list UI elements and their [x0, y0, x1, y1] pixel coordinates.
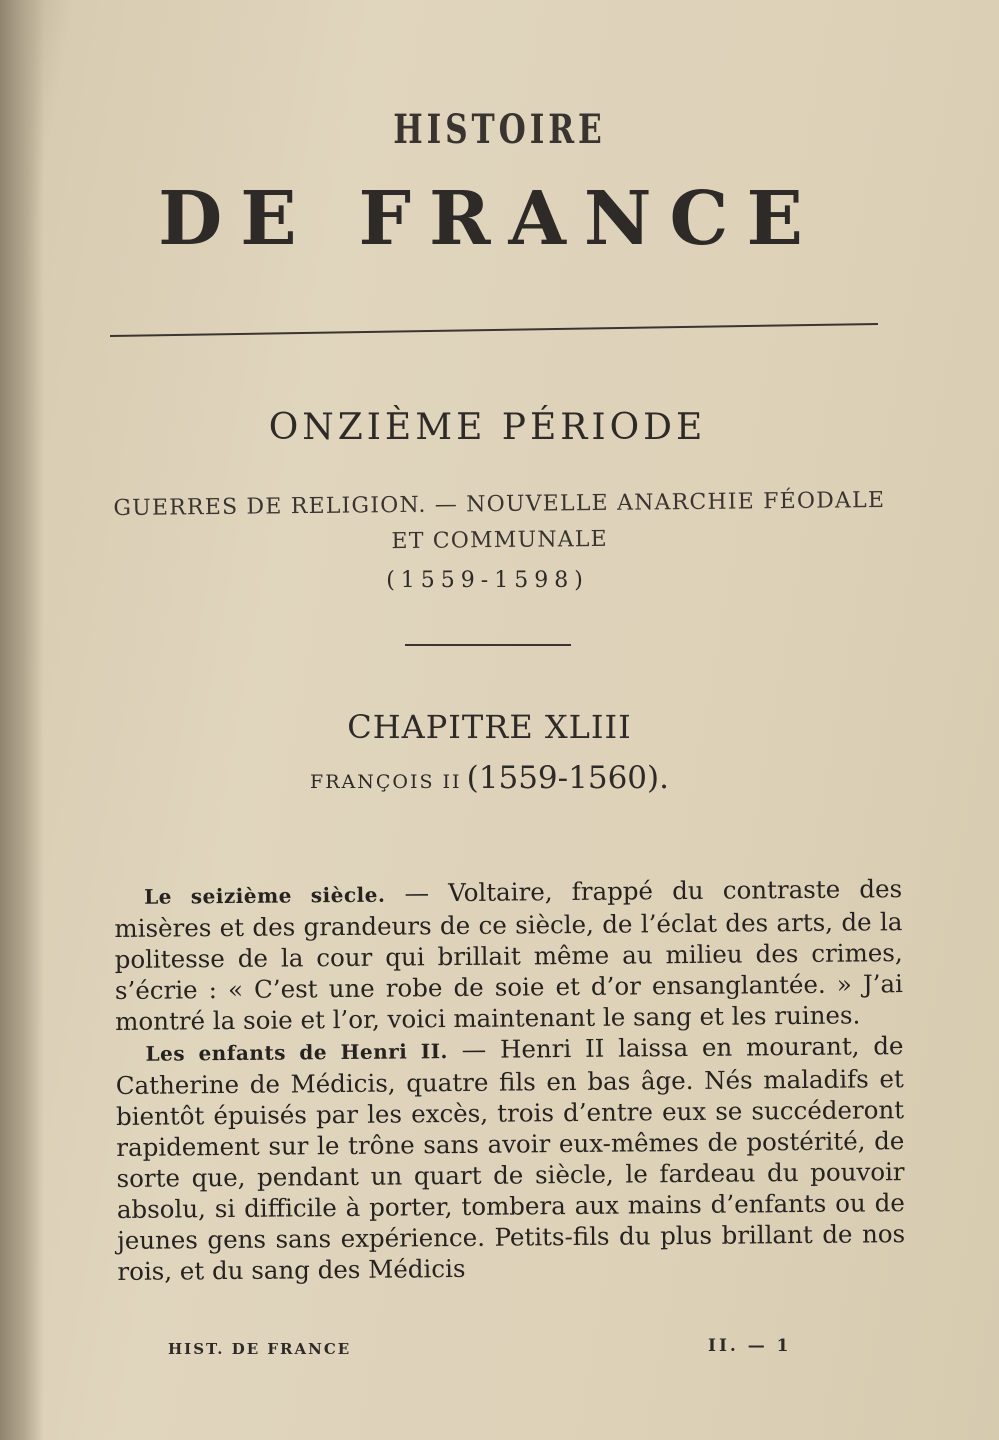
period-years: (1559-1598): [386, 568, 589, 593]
book-title-line1: HISTOIRE: [393, 106, 606, 153]
paragraph-lead: Le seizième siècle.: [144, 882, 386, 909]
book-title-line2: DE FRANCE: [158, 176, 821, 262]
footer-signature: II. — 1: [708, 1336, 792, 1356]
chapter-reign: [0, 760, 989, 796]
reign-name: FRANÇOIS II: [310, 771, 462, 793]
title-divider: [110, 323, 878, 337]
body-text: [114, 873, 906, 1287]
footer-book-title: HIST. DE FRANCE: [168, 1340, 352, 1358]
reign-dates: (1559-1560).: [466, 760, 669, 796]
paragraph-text: — Henri II laissa en mourant, de Catherine de Médicis, quatre fils en bas âge. Nés maladifs et bientôt épuisés par les excès, trois d’entre eux se succéderont rapidement sur le trône sans avoir eux-mêmes de postérité, de sorte que, pendant un quart de siècle, le fardeau du pouvoir absolu, si difficile à porter, tombera aux mains d’enfants ou de jeunes gens sans expérience. Petits-fils du plus brillant de nos rois, et du sang des Médicis: [115, 1031, 906, 1286]
period-subtitle-line1: GUERRES DE RELIGION. — NOUVELLE ANARCHIE FÉODALE: [113, 487, 886, 522]
section-divider: [405, 644, 571, 646]
paragraph: [115, 1030, 905, 1287]
paragraph: [114, 873, 903, 1037]
period-subtitle: [0, 482, 999, 564]
period-title: ONZIÈME PÉRIODE: [268, 407, 707, 448]
period-subtitle-line2: ET COMMUNALE: [391, 526, 609, 555]
paragraph-text: — Voltaire, frappé du contraste des misères et des grandeurs de ce siècle, de l’éclat des arts, de la politesse de la cour qui brillait même au milieu des crimes, s’écrie : « C’est une robe de soie et d’or ensanglantée. » J’ai montré la soie et l’or, voici maintenant le sang et les ruines.: [114, 874, 904, 1036]
chapter-title: CHAPITRE XLIII: [347, 708, 632, 746]
paragraph-lead: Les enfants de Henri II.: [145, 1039, 449, 1066]
